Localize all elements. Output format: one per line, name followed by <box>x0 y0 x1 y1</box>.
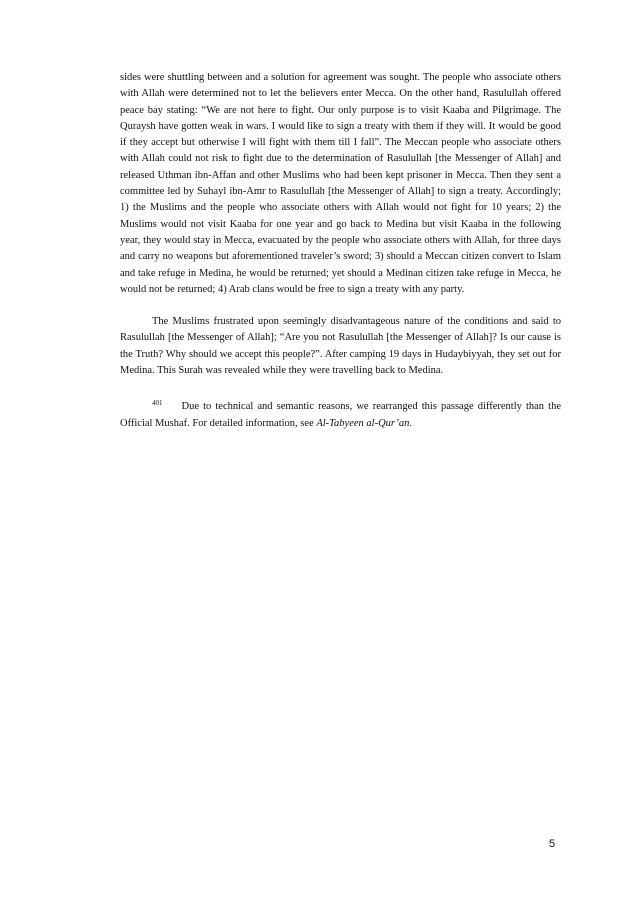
body-paragraph-2: The Muslims frustrated upon seemingly disadvantageous nature of the conditions and said to Rasulullah [the Messenger of Allah]; “Are you not Rasulullah [the Messenger of Allah]? Is our cause is the Truth? Why should we accept this people?”. After camping 19 days in Hudaybiyyah, they set out for Medina. This Surah was revealed while they were travelling back to Medina. <box>120 316 561 377</box>
page-content <box>120 70 561 432</box>
footnote <box>120 395 561 432</box>
footnote-reference: Al-Tabyeen al-Qur’an <box>316 417 410 429</box>
page-number: 5 <box>549 838 556 850</box>
body-paragraph-1: sides were shuttling between and a solution for agreement was sought. The people who associate others with Allah were determined not to let the believers enter Mecca. On the other hand, Rasulullah offered peace bay stating: “We are not here to fight. Our only purpose is to visit Kaaba and Pilgrimage. The Quraysh have gotten weak in wars. I would like to sign a treaty with them if they will. It would be good if they accept but otherwise I will fight with them till I fall”. The Meccan people who associate others with Allah could not risk to fight due to the determination of Rasulullah [the Messenger of Allah] and released Uthman ibn-Affan and other Muslims who had been kept prisoner in Mecca. Then they sent a committee led by Suhayl ibn-Amr to Rasulullah [the Messenger of Allah] to sign a treaty. Accordingly; 1) the Muslims and the people who associate others with Allah would not fight for 10 years; 2) the Muslims would not visit Kaaba for one year and go back to Medina but visit Kaaba in the following year, they would stay in Mecca, evacuated by the people who associate others with Allah, for three days and carry no weapons but aforementioned traveler’s sword; 3) should a Meccan citizen convert to Islam and take refuge in Medina, he would be returned; yet should a Medinan citizen take refuge in Mecca, he would not be returned; 4) Arab clans would be free to sign a treaty with any party. <box>120 72 561 295</box>
footnote-end: . <box>409 417 412 429</box>
footnote-text: Due to technical and semantic reasons, we rearranged this passage differently than the Official Mushaf. For detailed information, see <box>120 401 561 429</box>
footnote-number: 401 <box>152 399 163 408</box>
